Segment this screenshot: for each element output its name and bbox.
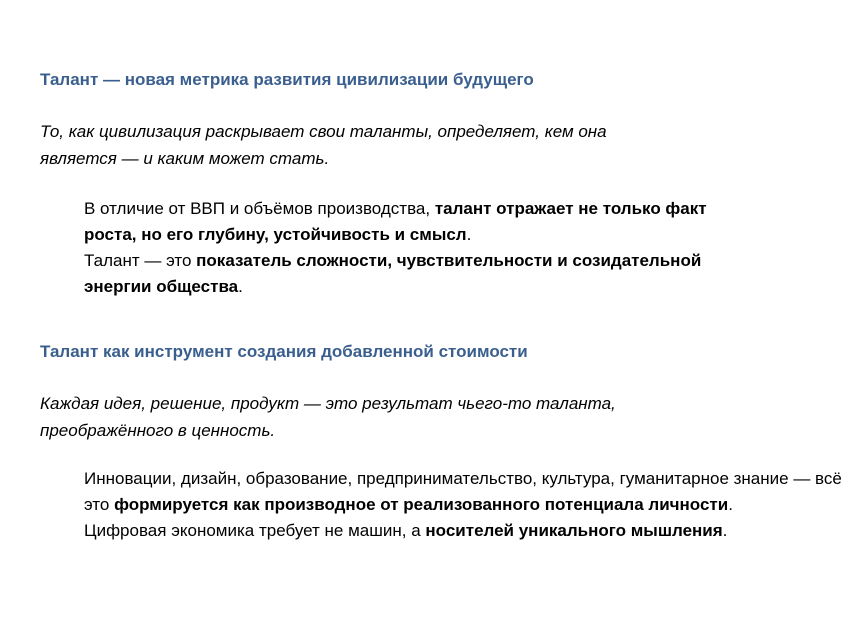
section-heading-talent-metric: Талант — новая метрика развития цивилизации будущего	[40, 70, 534, 89]
lead-line: Каждая идея, решение, продукт — это результат чьего-то таланта,	[40, 394, 616, 413]
section-body-added-value	[84, 466, 844, 544]
body-text-bold: формируется как производное от реализованного потенциала личности	[114, 495, 729, 514]
body-paragraph	[84, 196, 744, 248]
body-text: В отличие от ВВП и объёмов производства,	[84, 199, 435, 218]
lead-line: преображённого в ценность.	[40, 421, 276, 440]
body-paragraph	[84, 518, 844, 544]
section-lead-ideas	[40, 390, 740, 444]
body-text: .	[466, 225, 472, 244]
section-lead-civilization	[40, 118, 740, 172]
body-text: Цифровая экономика требует не машин, а	[84, 521, 426, 540]
body-text: Талант — это	[84, 251, 197, 270]
body-text-bold: носителей уникального мышления	[425, 521, 723, 540]
body-text-bold: показатель сложности, чувствительности и созидательной энергии общества	[84, 251, 702, 296]
body-text-bold: талант отражает не только факт роста, но его глубину, устойчивость и смысл	[84, 199, 707, 244]
body-text: Инновации, дизайн, образование, предпринимательство, культура, гуманитарное знание — всё это	[84, 469, 842, 514]
lead-line: То, как цивилизация раскрывает свои таланты, определяет, кем она	[40, 122, 607, 141]
body-text: .	[728, 495, 733, 514]
body-paragraph	[84, 248, 764, 300]
section-heading-added-value: Талант как инструмент создания добавленной стоимости	[40, 342, 528, 361]
body-text: .	[722, 521, 728, 540]
body-text: .	[238, 277, 243, 296]
section-body-talent-metric	[84, 196, 844, 300]
body-paragraph	[84, 466, 844, 518]
lead-line: является — и каким может стать.	[40, 149, 330, 168]
